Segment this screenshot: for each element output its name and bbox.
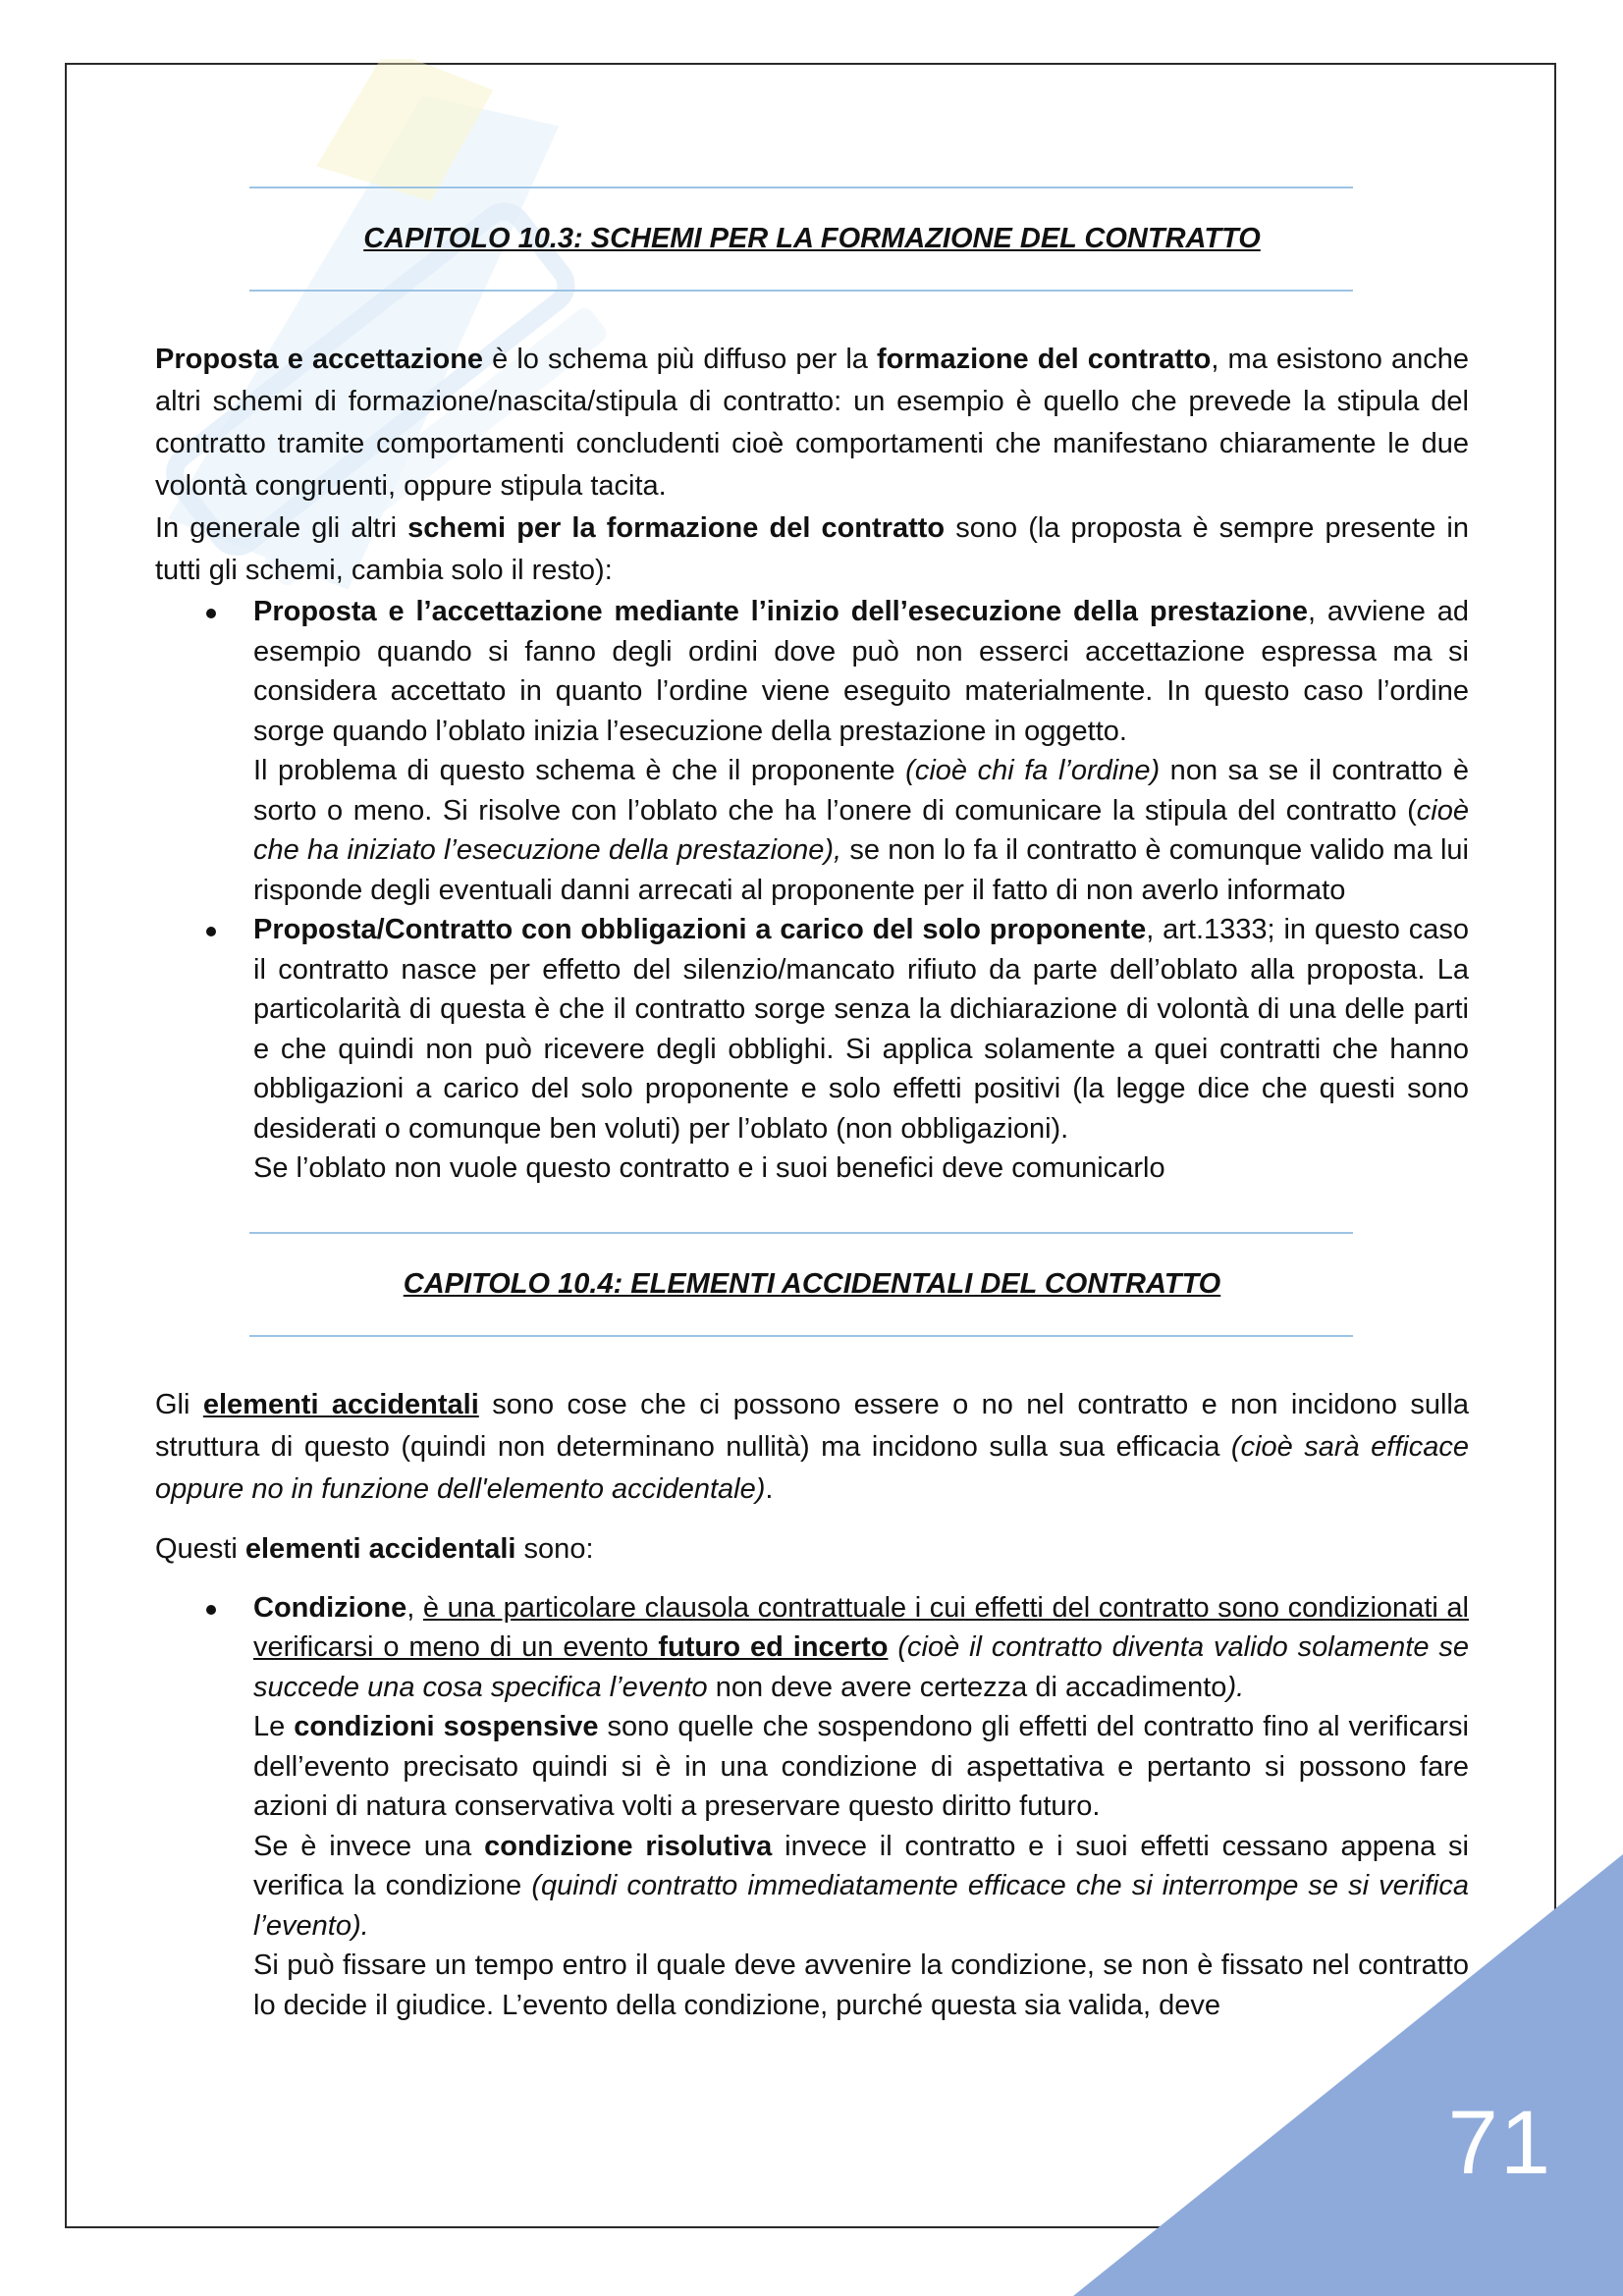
text: Questi bbox=[155, 1532, 245, 1565]
list-item bbox=[155, 592, 1469, 910]
paragraph-altri-schemi bbox=[155, 507, 1469, 592]
bullet-icon bbox=[206, 1605, 216, 1615]
italic-text: (cioè sarà efficace oppure no in funzione dell'elemento accidentale) bbox=[155, 1430, 1470, 1505]
chapter-title: CAPITOLO 10.3: SCHEMI PER LA FORMAZIONE DEL CONTRATTO bbox=[363, 223, 1261, 254]
bold-underline-text: elementi accidentali bbox=[202, 1388, 479, 1420]
bold-underline-text: futuro ed incerto bbox=[658, 1631, 889, 1663]
bold-text: elementi accidentali bbox=[244, 1532, 516, 1565]
italic-text: (quindi contratto immediatamente efficace che si interrompe se si verifica l’evento). bbox=[253, 1870, 1469, 1942]
bold-text: Proposta/Contratto con obbligazioni a carico del solo proponente bbox=[253, 914, 1147, 945]
text: sono quelle che sospendono gli effetti del contratto fino al verificarsi dell’evento precisato quindi si è in una condizione di aspettativa e pertanto si possono fare azioni di natura conservativa volti a preservare questo diritto futuro. bbox=[253, 1711, 1469, 1822]
text: Se è invece una bbox=[253, 1830, 485, 1862]
italic-text: ). bbox=[1226, 1671, 1245, 1703]
bold-text: Proposta e l’accettazione mediante l’inizio dell’esecuzione della prestazione bbox=[253, 596, 1309, 627]
divider-bottom bbox=[249, 1335, 1353, 1337]
text: , art.1333; in questo caso il contratto nasce per effetto del silenzio/mancato rifiuto da parte dell’oblato alla proposta. La particolarità di questa è che il contratto sorge senza la dichiarazione di volontà di una delle parti e che quindi non può ricevere degli obblighi. Si applica solamente a quei contratti che hanno obbligazioni a carico del solo proponente e solo effetti positivi (la legge dice che questi sono desiderati o comunque ben voluti) per l’oblato (non obbligazioni). bbox=[253, 914, 1469, 1145]
elementi-list bbox=[155, 1588, 1469, 2026]
italic-text: cioè che ha iniziato l’esecuzione della prestazione), bbox=[253, 794, 1469, 866]
bold-text: schemi per la formazione del contratto bbox=[407, 512, 946, 544]
text: invece il contratto e i suoi effetti cessano appena si verifica la condizione bbox=[253, 1830, 1469, 1901]
paragraph-elementi-accidentali bbox=[155, 1384, 1469, 1511]
text: sono: bbox=[515, 1532, 594, 1565]
list-item bbox=[155, 910, 1469, 1189]
text: In generale gli altri bbox=[155, 512, 408, 544]
text: se non lo fa il contratto è comunque valido ma lui risponde degli eventuali danni arrecati al proponente per il fatto di non averlo informato bbox=[253, 834, 1469, 906]
bold-text: Proposta e accettazione bbox=[155, 344, 484, 375]
italic-text: (cioè chi fa l’ordine) bbox=[905, 755, 1161, 786]
text: Si può fissare un tempo entro il quale deve avvenire la condizione, se non è fissato nel contratto lo decide il giudice. L’evento della condizione, purché questa sia valida, deve bbox=[253, 1949, 1469, 2021]
text: sono cose che ci possono essere o no nel contratto e non incidono sulla struttura di questo (quindi non determinano nullità) ma incidono sulla sua efficacia bbox=[155, 1388, 1469, 1463]
text: Gli bbox=[155, 1388, 203, 1420]
text: . bbox=[765, 1472, 774, 1505]
chapter-title: CAPITOLO 10.4: ELEMENTI ACCIDENTALI DEL CONTRATTO bbox=[403, 1267, 1221, 1300]
text: Le bbox=[253, 1711, 295, 1742]
chapter-heading-10-3 bbox=[155, 187, 1469, 292]
paragraph-questi-elementi bbox=[155, 1528, 1469, 1571]
text: , avviene ad esempio quando si fanno degli ordini dove può non esserci accettazione espressa ma si considera accettato in quanto l’ordine viene eseguito materialmente. In questo caso l’ordine sorge quando l’oblato inizia l’esecuzione della prestazione in oggetto. bbox=[253, 596, 1469, 747]
text: è lo schema più diffuso per la bbox=[483, 344, 877, 375]
divider-bottom bbox=[249, 290, 1353, 292]
bold-text: condizione risolutiva bbox=[484, 1830, 773, 1862]
text: , bbox=[406, 1591, 423, 1624]
bold-text: Condizione bbox=[253, 1591, 407, 1624]
text: non sa se il contratto è sorto o meno. Si risolve con l’oblato che ha l’onere di comunicare la stipula del contratto ( bbox=[253, 755, 1469, 827]
list-item bbox=[155, 1588, 1469, 2026]
text: Se l’oblato non vuole questo contratto e i suoi benefici deve comunicarlo bbox=[253, 1152, 1165, 1184]
page-number: 71 bbox=[1447, 2093, 1552, 2193]
bullet-icon bbox=[206, 927, 216, 936]
bold-text: formazione del contratto bbox=[877, 344, 1212, 375]
bullet-icon bbox=[206, 609, 216, 618]
paragraph-proposta-accettazione bbox=[155, 339, 1469, 507]
text: sono (la proposta è sempre presente in tutti gli schemi, cambia solo il resto): bbox=[155, 512, 1469, 586]
schemi-list bbox=[155, 592, 1469, 1189]
chapter-heading-10-4 bbox=[155, 1232, 1469, 1337]
bold-text: condizioni sospensive bbox=[294, 1711, 599, 1742]
underline-text: è una particolare clausola contrattuale i cui effetti del contratto sono condizionati al verificarsi o meno di un evento bbox=[253, 1591, 1469, 1663]
text: , ma esistono anche altri schemi di formazione/nascita/stipula di contratto: un esempio è quello che prevede la stipula del contratto tramite comportamenti concludenti cioè comportamenti che manifestano chiaramente le due volontà congruenti, oppure stipula tacita. bbox=[155, 344, 1470, 502]
italic-text: (cioè il contratto diventa valido solamente se succede una cosa specifica l’evento bbox=[253, 1631, 1469, 1703]
text: non deve avere certezza di accadimento bbox=[707, 1671, 1227, 1703]
document-body bbox=[155, 187, 1469, 2025]
text: Il problema di questo schema è che il proponente bbox=[253, 755, 906, 786]
